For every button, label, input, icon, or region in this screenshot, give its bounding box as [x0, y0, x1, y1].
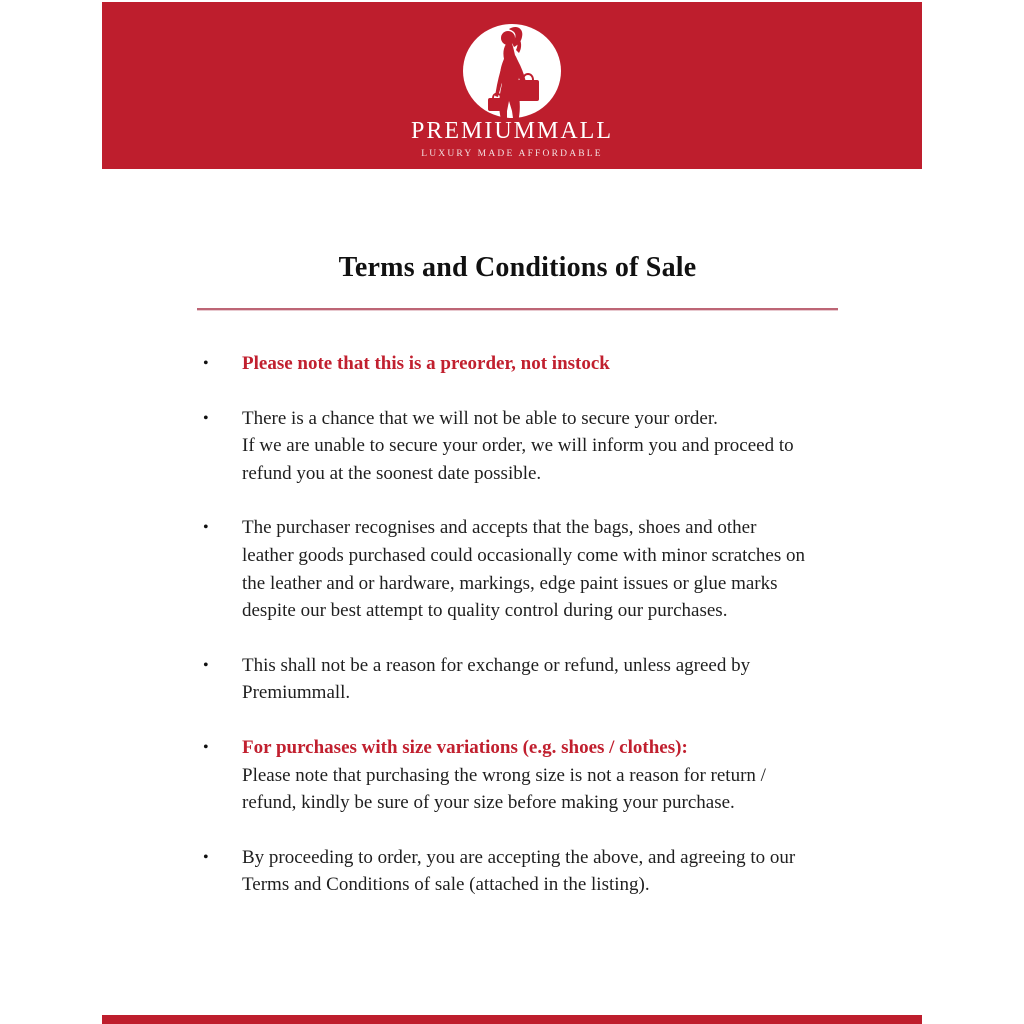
bullet-line: There is a chance that we will not be able to secure your order.	[242, 407, 718, 429]
bullet-item	[197, 734, 877, 817]
title-divider	[197, 308, 838, 310]
bullet-line: despite our best attempt to quality control during our purchases.	[242, 600, 728, 622]
bullet-line: the leather and or hardware, markings, edge paint issues or glue marks	[242, 572, 778, 594]
header-banner	[102, 2, 922, 169]
bullet-line: refund you at the soonest date possible.	[242, 462, 542, 484]
bullet-marker: •	[203, 848, 209, 866]
bullet-line: Terms and Conditions of sale (attached in the listing).	[242, 874, 650, 896]
premiummall-logo-icon	[462, 23, 562, 125]
bullet-item	[197, 844, 877, 899]
bullet-item	[197, 350, 877, 378]
bullet-item	[197, 514, 877, 624]
bullet-marker: •	[203, 738, 209, 756]
bullet-line: By proceeding to order, you are accepting the above, and agreeing to our	[242, 846, 796, 868]
bullet-line: Please note that this is a preorder, not instock	[242, 353, 610, 374]
bullet-line: For purchases with size variations (e.g. shoes / clothes):	[242, 736, 688, 758]
bullet-marker: •	[203, 519, 209, 537]
bullet-line: leather goods purchased could occasionally come with minor scratches on	[242, 544, 805, 566]
brand-tagline: LUXURY MADE AFFORDABLE	[421, 149, 603, 159]
bullet-line: refund, kindly be sure of your size before making your purchase.	[242, 792, 735, 814]
bullet-line: This shall not be a reason for exchange or refund, unless agreed by	[242, 654, 751, 676]
bullet-item	[197, 652, 877, 707]
bullet-marker: •	[203, 409, 209, 427]
bullet-line: Premiummall.	[242, 682, 351, 704]
bullet-item	[197, 405, 877, 488]
bullet-line: If we are unable to secure your order, we will inform you and proceed to	[242, 435, 794, 457]
terms-list	[197, 350, 877, 926]
brand-name: PREMIUMMALL	[410, 118, 613, 144]
bullet-line: Please note that purchasing the wrong size is not a reason for return /	[242, 764, 766, 786]
footer-bar	[102, 1015, 922, 1024]
bullet-marker: •	[203, 656, 209, 674]
page-title: Terms and Conditions of Sale	[338, 252, 697, 283]
bullet-marker: •	[203, 355, 209, 372]
bullet-line: The purchaser recognises and accepts that the bags, shoes and other	[242, 517, 757, 539]
